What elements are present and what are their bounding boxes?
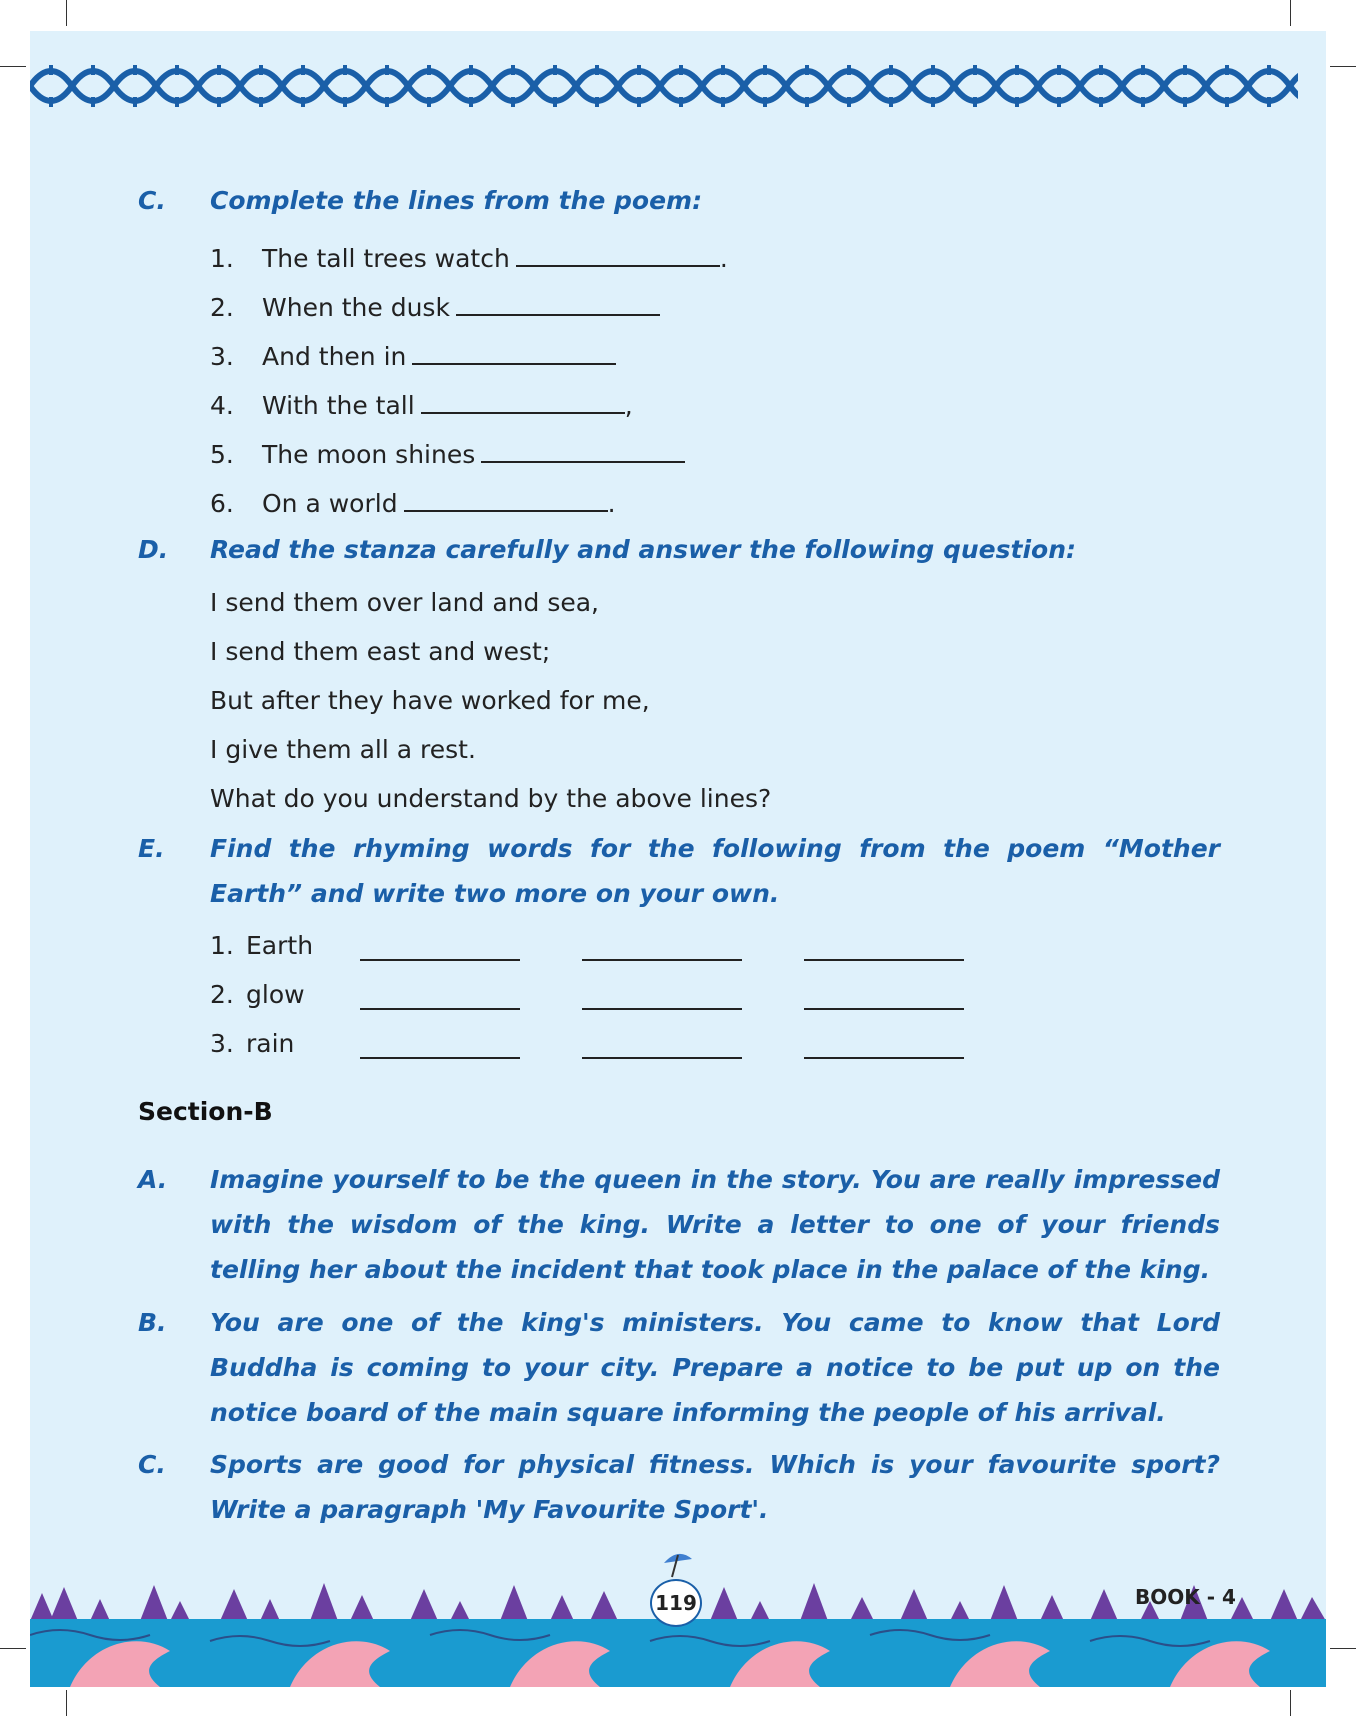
crop-mark bbox=[1290, 1690, 1291, 1716]
fill-in-item bbox=[210, 486, 616, 519]
answer-blank[interactable] bbox=[421, 388, 625, 414]
question-text: Imagine yourself to be the queen in the story. You are really impressed with the wisdom of the king. Write a letter to one of your friends telling her about the incident that took place in the palace of the king. bbox=[210, 1165, 1220, 1284]
rhyme-item bbox=[210, 931, 1010, 965]
rhyme-word: Earth bbox=[246, 931, 314, 960]
section-letter: E. bbox=[138, 834, 165, 863]
section-letter: C. bbox=[138, 186, 166, 215]
section-e-heading bbox=[138, 826, 1220, 916]
section-b-title: Section-B bbox=[138, 1097, 273, 1126]
section-heading-text: Find the rhyming words for the following from the poem “Mother Earth” and write two more on your own. bbox=[210, 834, 1220, 908]
book-label: BOOK - 4 bbox=[1135, 1585, 1236, 1609]
item-number: 6. bbox=[210, 489, 234, 518]
answer-blank[interactable] bbox=[360, 1057, 520, 1059]
crop-mark bbox=[1330, 66, 1356, 67]
item-number: 3. bbox=[210, 342, 234, 371]
rhyme-word: glow bbox=[246, 980, 305, 1009]
rhyme-item bbox=[210, 980, 1010, 1014]
item-punctuation: , bbox=[624, 391, 633, 420]
item-text: And then in bbox=[262, 342, 407, 371]
crop-mark bbox=[1290, 0, 1291, 26]
crop-mark bbox=[66, 1690, 67, 1716]
fill-in-item bbox=[210, 388, 633, 421]
item-text: When the dusk bbox=[262, 293, 450, 322]
answer-blank[interactable] bbox=[804, 959, 964, 961]
crop-mark bbox=[66, 0, 67, 26]
item-punctuation: . bbox=[719, 244, 728, 273]
question-letter: A. bbox=[138, 1165, 168, 1194]
answer-blank[interactable] bbox=[582, 1057, 742, 1059]
answer-blank[interactable] bbox=[404, 486, 608, 512]
fill-in-item bbox=[210, 339, 616, 372]
page-number: 119 bbox=[650, 1579, 702, 1627]
answer-blank[interactable] bbox=[412, 339, 616, 365]
answer-blank[interactable] bbox=[360, 1008, 520, 1010]
crop-mark bbox=[1330, 1648, 1356, 1649]
answer-blank[interactable] bbox=[481, 437, 685, 463]
answer-blank[interactable] bbox=[582, 959, 742, 961]
rhyme-word: rain bbox=[246, 1029, 295, 1058]
question-c bbox=[138, 1442, 1220, 1532]
answer-blank[interactable] bbox=[456, 290, 660, 316]
question-text: Sports are good for physical fitness. Which is your favourite sport? Write a paragraph 'My Favourite Sport'. bbox=[210, 1450, 1220, 1524]
answer-blank[interactable] bbox=[360, 959, 520, 961]
question-b bbox=[138, 1300, 1220, 1435]
item-text: With the tall bbox=[262, 391, 415, 420]
item-number: 2. bbox=[210, 293, 234, 322]
stanza-line: I send them over land and sea, bbox=[210, 588, 599, 617]
stanza-line: I give them all a rest. bbox=[210, 735, 476, 764]
worksheet-content bbox=[30, 31, 1326, 1687]
fill-in-item bbox=[210, 437, 685, 470]
section-d-heading bbox=[138, 527, 1220, 572]
item-punctuation: . bbox=[607, 489, 616, 518]
item-number: 3. bbox=[210, 1029, 234, 1058]
item-number: 1. bbox=[210, 244, 234, 273]
answer-blank[interactable] bbox=[804, 1057, 964, 1059]
item-number: 2. bbox=[210, 980, 234, 1009]
section-letter: D. bbox=[138, 535, 169, 564]
item-number: 5. bbox=[210, 440, 234, 469]
worksheet-page bbox=[30, 31, 1326, 1687]
question-letter: C. bbox=[138, 1450, 166, 1479]
item-number: 1. bbox=[210, 931, 234, 960]
item-number: 4. bbox=[210, 391, 234, 420]
section-c-heading bbox=[138, 178, 1220, 223]
question-letter: B. bbox=[138, 1308, 167, 1337]
rhyme-item bbox=[210, 1029, 1010, 1063]
question-line: What do you understand by the above lines? bbox=[210, 784, 772, 813]
item-text: The tall trees watch bbox=[262, 244, 510, 273]
crop-mark bbox=[0, 66, 26, 67]
question-text: You are one of the king's ministers. You came to know that Lord Buddha is coming to your city. Prepare a notice to be put up on the notice board of the main square informing the people of his arrival. bbox=[210, 1308, 1220, 1427]
section-heading-text: Read the stanza carefully and answer the following question: bbox=[210, 535, 1077, 564]
item-text: The moon shines bbox=[262, 440, 476, 469]
crop-mark bbox=[0, 1648, 26, 1649]
item-text: On a world bbox=[262, 489, 398, 518]
answer-blank[interactable] bbox=[516, 241, 720, 267]
umbrella-icon bbox=[660, 1547, 696, 1581]
section-heading-text: Complete the lines from the poem: bbox=[210, 186, 703, 215]
answer-blank[interactable] bbox=[804, 1008, 964, 1010]
fill-in-item bbox=[210, 241, 728, 274]
answer-blank[interactable] bbox=[582, 1008, 742, 1010]
fill-in-item bbox=[210, 290, 660, 323]
stanza-line: I send them east and west; bbox=[210, 637, 551, 666]
stanza-line: But after they have worked for me, bbox=[210, 686, 650, 715]
question-a bbox=[138, 1157, 1220, 1292]
